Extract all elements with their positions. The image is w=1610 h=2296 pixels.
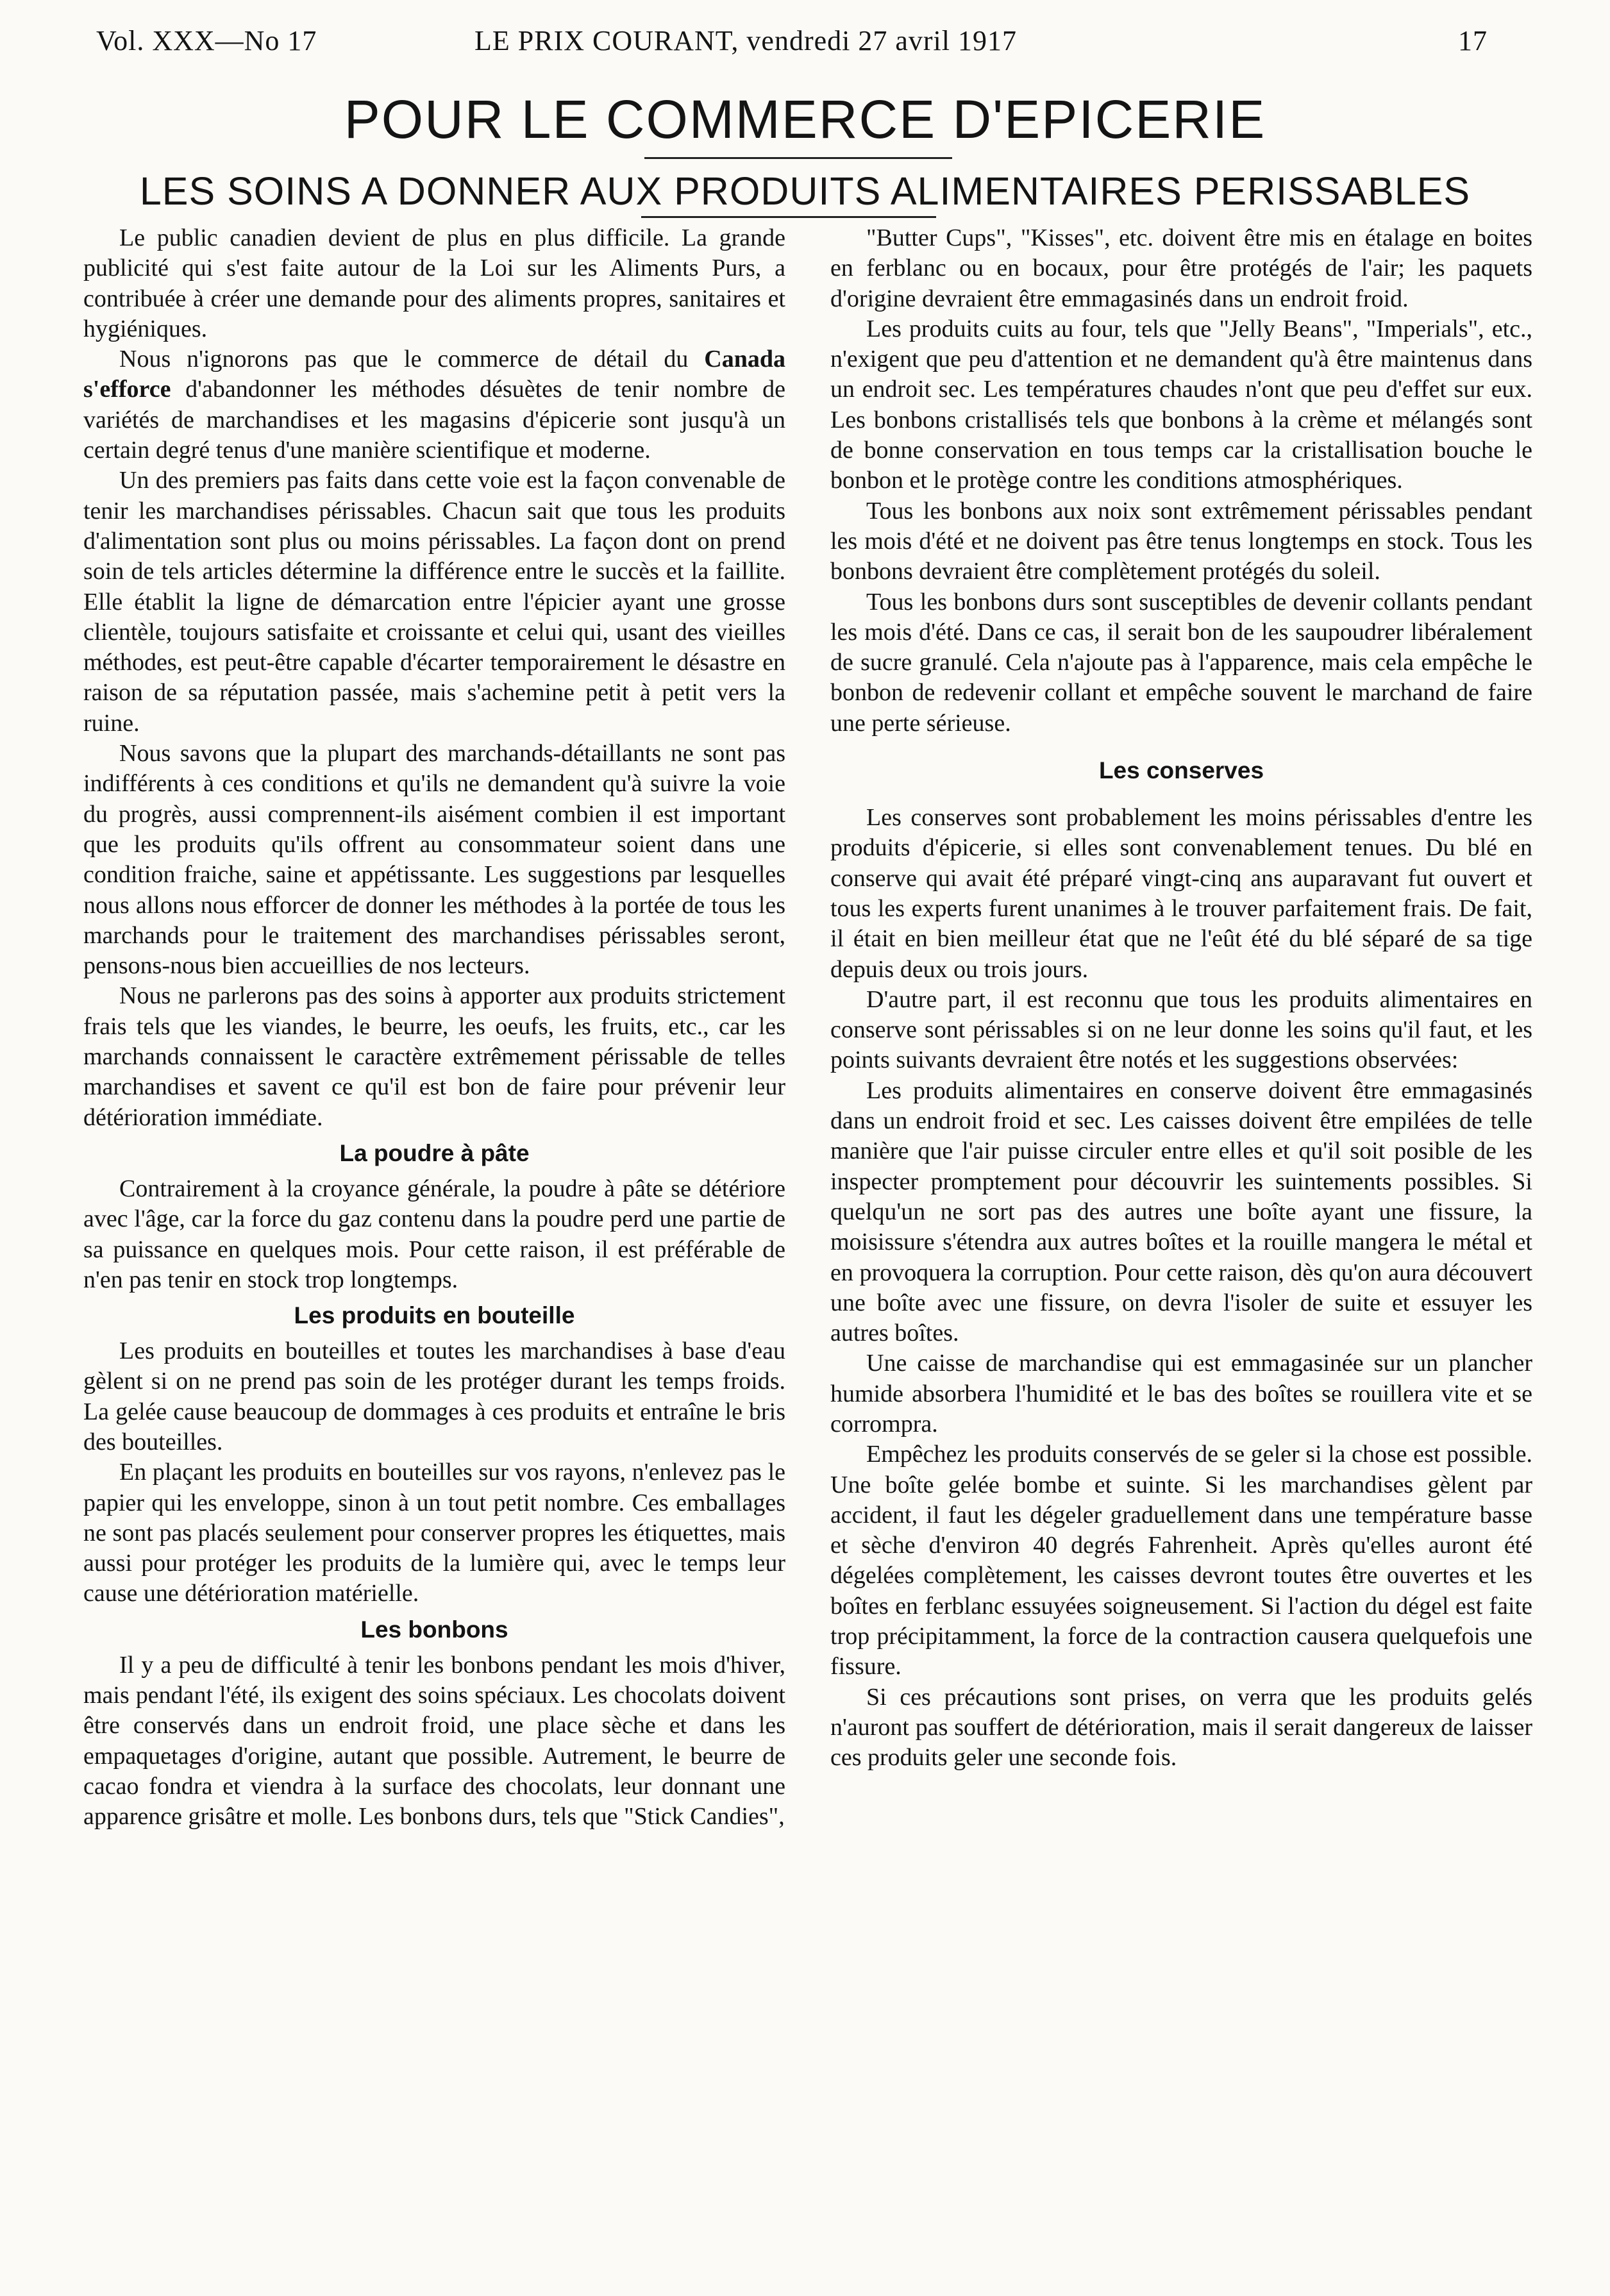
paragraph: Empêchez les produits conservés de se geler si la chose est possible. Une boîte gelée bombe et suinte. Si les marchandises gèlent par accident, il faut les dégeler graduellement dans une température basse et sèche d'environ 40 degrés Fahrenheit. Après qu'elles auront été dégelées complètement, les caisses devront toutes être ouvertes et les boîtes en ferblanc essuyées soigneusement. Si l'action du dégel est faite trop précipitamment, la force de la contraction causera quelquefois une fissure. — [830, 1441, 1532, 1680]
section-heading: Les produits en bouteille — [294, 1302, 575, 1329]
paragraph: Tous les bonbons aux noix sont extrêmement périssables pendant les mois d'été et ne doivent pas être tenus longtemps en stock. Tous les bonbons devraient être complètement protégés du soleil. — [830, 497, 1532, 585]
paragraph: Nous savons que la plupart des marchands-détaillants ne sont pas indifférents à ces conditions et qu'ils ne demandent qu'à suivre la voie du progrès, aussi comprennent-ils aisément combien il est important que les produits qu'ils offrent au consommateur soient dans une condition fraiche, saine et appétissante. Les suggestions par lesquelles nous allons nous efforcer de donner les méthodes à la portée de tous les marchands pour le traitement des marchandises périssables seront, pensons-nous bien accueillies de nos lecteurs. — [83, 740, 785, 980]
section-heading: La poudre à pâte — [339, 1139, 530, 1166]
paragraph: Si ces précautions sont prises, on verra que les produits gelés n'auront pas souffert de détérioration, mais il serait dangereux de laisser ces produits geler une seconde fois. — [830, 1683, 1532, 1772]
right-column — [830, 223, 1532, 2262]
paragraph-text: Nous n'ignorons pas que le commerce de détail du — [119, 346, 689, 373]
paragraph: Les produits cuits au four, tels que "Jelly Beans", "Imperials", etc., n'exigent que peu d'attention et ne demandent qu'à être maintenus dans un endroit sec. Les températures chaudes n'ont que peu d'effet sur eux. Les bonbons cristallisés tels que bonbons à la crème et mélangés sont de bonne conservation en tous temps car la cristallisation bouche le bonbon et le protège contre les conditions atmosphériques. — [830, 315, 1532, 494]
paragraph: Une caisse de marchandise qui est emmagasinée sur un plancher humide absorbera l'humidité et le bas des boîtes se rouillera vite et se corrompra. — [830, 1350, 1532, 1437]
paragraph: Le public canadien devient de plus en plus difficile. La grande publicité qui s'est faite autour de la Loi sur les Aliments Purs, a contribuée à créer une demande pour des aliments propres, sanitaires et hygiéniques. — [83, 224, 785, 342]
left-column — [83, 223, 785, 2262]
paragraph — [83, 344, 785, 465]
page-title: POUR LE COMMERCE D'EPICERIE — [344, 89, 1266, 149]
paragraph: Un des premiers pas faits dans cette voie est la façon convenable de tenir les marchandises périssables. Chacun sait que tous les produits d'alimentation sont plus ou moins périssables. La façon dont on prend soin de tels articles détermine la différence entre le succès et la faillite. Elle établit la ligne de démarcation entre l'épicier ayant une grosse clientèle, toujours satisfaite et croissante et celui qui, usant des vieilles méthodes, est peut-être capable d'écarter temporairement le désastre en raison de sa réputation passée, mais s'achemine petit à petit vers la ruine. — [83, 467, 785, 737]
volume-number: Vol. XXX—No 17 — [96, 25, 317, 56]
paragraph: Les conserves sont probablement les moins périssables d'entre les produits d'épicerie, si elles sont convenablement tenues. Du blé en conserve qui avait été préparé vingt-cinq ans auparavant fut ouvert et tous les experts furent unanimes à le trouver parfaitement frais. De fait, il était en bien meilleur état que ne l'eût été du blé séparé de sa tige depuis deux ou trois jours. — [830, 804, 1532, 983]
publication-date: LE PRIX COURANT, vendredi 27 avril 1917 — [474, 25, 1017, 56]
paragraph: Il y a peu de difficulté à tenir les bonbons pendant les mois d'hiver, mais pendant l'été, ils exigent des soins spéciaux. Les chocolats doivent être conservés dans un endroit froid, une place sèche et dans les empaquetages d'origine, autant que possible. Autrement, le beurre de cacao fondra et viendra à la surface des chocolats, leur donnant une apparence grisâtre et molle. Les bonbons durs, tels que "Stick Candies", — [83, 1651, 785, 1831]
paragraph: Les produits alimentaires en conserve doivent être emmagasinés dans un endroit froid et sec. Les caisses doivent être empilées de telle manière que l'air puisse circuler entre elles et qu'il soit posible de les inspecter promptement pour découvrir les suintements possibles. Si quelqu'un ne sort pas des autres une boîte ayant une fissure, la moisissure s'étendra aux autres boîtes et la rouille mangera le métal et en provoquera la corruption. Pour cette raison, dès qu'on aura découvert une boîte avec une fissure, on devra l'isoler de suite et essuyer les autres boîtes. — [830, 1077, 1532, 1347]
section-heading: Les conserves — [1098, 757, 1264, 784]
masthead — [96, 24, 1488, 69]
article-subtitle: LES SOINS A DONNER AUX PRODUITS ALIMENTAIRES PERISSABLES — [139, 169, 1471, 213]
paragraph: Tous les bonbons durs sont susceptibles de devenir collants pendant les mois d'été. Dans ce cas, il serait bon de les saupoudrer libéralement de sucre granulé. Cela n'ajoute pas à l'apparence, mais cela empêche le bonbon de redevenir collant et empêche souvent le marchand de faire une perte sérieuse. — [830, 588, 1532, 737]
emphasis-text: Canada s'efforce — [83, 346, 785, 403]
paragraph: En plaçant les produits en bouteilles sur vos rayons, n'enlevez pas le papier qui les enveloppe, sinon à un tout petit nombre. Ces emballages ne sont pas placés seulement pour conserver propres les étiquettes, mais aussi pour protéger les produits de la lumière qui, avec le temps leur cause une détérioration matérielle. — [83, 1459, 785, 1607]
paragraph-text: d'abandonner les méthodes désuètes de tenir nombre de variétés de marchandises et les magasins d'épicerie sont jusqu'à un certain degré tenus d'une manière scientifique et moderne. — [83, 376, 785, 464]
paragraph: D'autre part, il est reconnu que tous les produits alimentaires en conserve sont périssables si on ne leur donne les soins qu'il faut, et les points suivants devraient être notés et les suggestions observées: — [830, 985, 1532, 1074]
paragraph: Les produits en bouteilles et toutes les marchandises à base d'eau gèlent si on ne prend pas soin de les protéger durant les temps froids. La gelée cause beaucoup de dommages à ces produits et entraîne le bris des bouteilles. — [83, 1337, 785, 1455]
subtitle-rule — [641, 216, 936, 218]
section-heading: Les bonbons — [360, 1616, 508, 1643]
paragraph: "Butter Cups", "Kisses", etc. doivent être mis en étalage en boites en ferblanc ou en bocaux, pour être protégés de l'air; les paquets d'origine devraient être emmagasinés dans un endroit froid. — [830, 224, 1532, 312]
paragraph: Contrairement à la croyance générale, la poudre à pâte se détériore avec l'âge, car la force du gaz contenu dans la poudre perd une partie de sa puissance en quelques mois. Pour cette raison, il est préférable de n'en pas tenir en stock trop longtemps. — [83, 1175, 785, 1293]
paragraph: Nous ne parlerons pas des soins à apporter aux produits strictement frais tels que les viandes, le beurre, les oeufs, les fruits, etc., car les marchands connaissent le caractère extrêmement périssable de telles marchandises et savent ce qu'il est bon de faire pour prévenir leur détérioration immédiate. — [83, 982, 785, 1131]
page-number: 17 — [1458, 25, 1488, 56]
title-rule — [644, 157, 952, 159]
